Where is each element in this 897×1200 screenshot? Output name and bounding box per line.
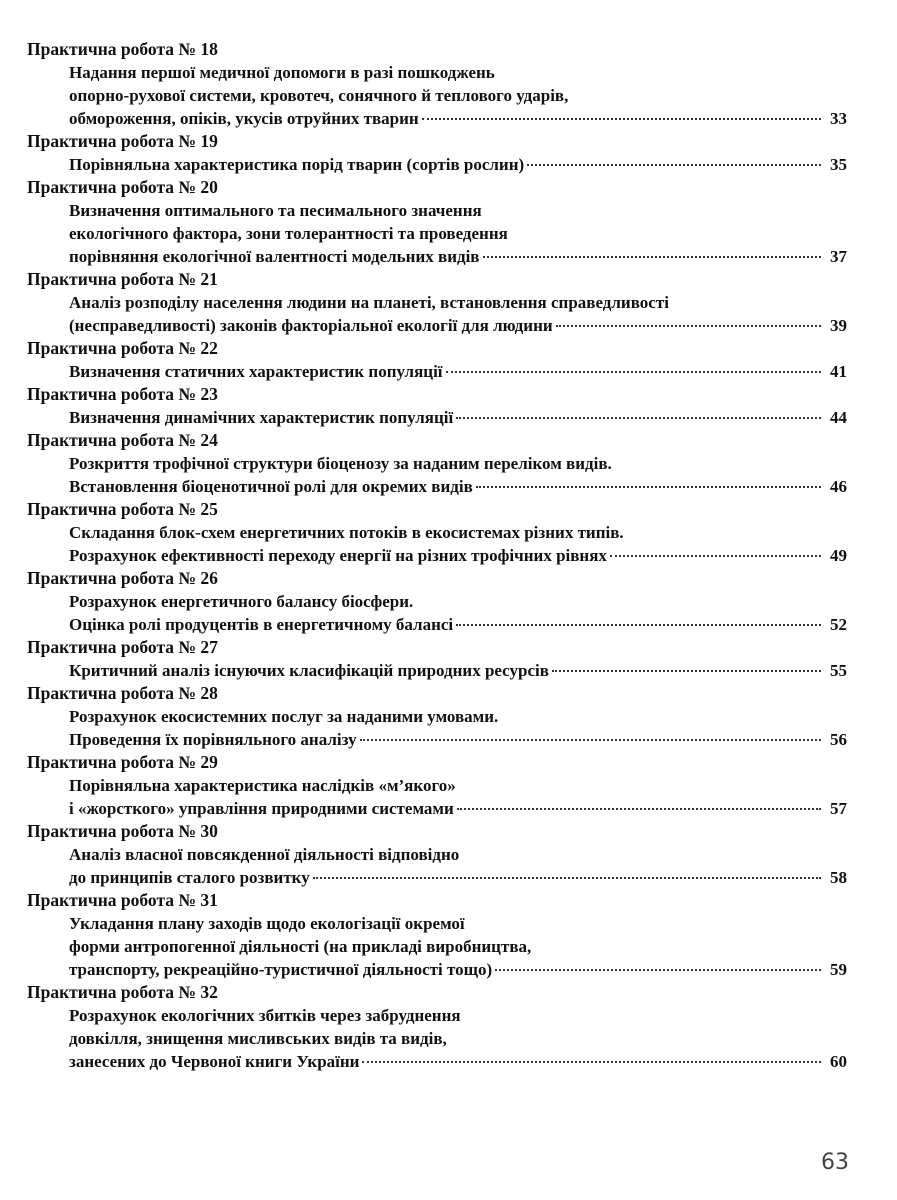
toc-entry [27,636,847,682]
dot-leader [610,554,821,557]
toc-entry-title-line: Надання першої медичної допомоги в разі пошкоджень [69,63,495,82]
toc-entry-last-line [69,544,847,567]
toc-entry-page: 33 [830,109,847,128]
toc-entry-page: 58 [830,868,847,887]
toc-entry-title-line: Критичний аналіз існуючих класифікацій природних ресурсів [69,661,549,680]
toc-entry [27,38,847,130]
toc-entry-heading: Практична робота № 25 [27,499,218,519]
toc-entry-heading: Практична робота № 26 [27,568,218,588]
toc-entry-last-line [69,797,847,820]
toc-entry [27,981,847,1073]
toc-entry-title-line: Оцінка ролі продуцентів в енергетичному балансі [69,615,454,634]
toc-entry [27,383,847,429]
toc-entry-heading: Практична робота № 31 [27,890,218,910]
toc-entry-title-line: Розрахунок ефективності переходу енергії на різних трофічних рівнях [69,546,607,565]
toc-entry-title-line: Встановлення біоценотичної ролі для окремих видів [69,477,473,496]
toc-entry-heading: Практична робота № 29 [27,752,218,772]
toc-entry-last-line [69,153,847,176]
toc-entry-title [27,406,847,429]
dot-leader [527,163,821,166]
toc-entry-last-line [69,245,847,268]
toc-entry [27,751,847,820]
toc-entry-page: 46 [830,477,847,496]
toc-entry-title [27,590,847,636]
dot-leader [457,807,821,810]
toc-entry-title [27,843,847,889]
toc-entry-heading: Практична робота № 19 [27,131,218,151]
dot-leader [552,669,821,672]
toc-entry-title [27,521,847,567]
toc-entry-title-line: Складання блок-схем енергетичних потоків в екосистемах різних типів. [69,523,624,542]
toc-entry-title [27,153,847,176]
toc-entry-last-line [69,107,847,130]
toc-entry-title [27,199,847,268]
toc-entry-title-line: Аналіз розподілу населення людини на планеті, встановлення справедливості [69,293,669,312]
dot-leader [362,1060,821,1063]
toc-entry-page: 41 [830,362,847,381]
toc-entry-title-line: Порівняльна характеристика порід тварин (сортів рослин) [69,155,525,174]
toc-entry-title-line: транспорту, рекреаційно-туристичної діяльності тощо) [69,960,493,979]
toc-entry-last-line [69,659,847,682]
toc-entry-title-line: Розрахунок екосистемних послуг за наданими умовами. [69,707,499,726]
toc-entry-title [27,360,847,383]
toc-entry [27,682,847,751]
toc-entry-title-line: Розкриття трофічної структури біоценозу за наданим переліком видів. [69,454,612,473]
toc-entry-page: 35 [830,155,847,174]
toc-entry-heading: Практична робота № 28 [27,683,218,703]
toc-entry-title [27,1004,847,1073]
toc-entry-last-line [69,475,847,498]
toc-entry-title-line: Розрахунок екологічних збитків через забруднення [69,1006,461,1025]
toc-entry-title-line: довкілля, знищення мисливських видів та видів, [69,1029,447,1048]
toc-entry-title-line: опорно-рухової системи, кровотеч, сонячного й теплового ударів, [69,86,569,105]
dot-leader [556,324,821,327]
toc-entry-title [27,774,847,820]
page-number: 63 [821,1150,849,1175]
dot-leader [360,738,821,741]
toc-entry-heading: Практична робота № 27 [27,637,218,657]
toc-entry-heading: Практична робота № 23 [27,384,218,404]
dot-leader [446,370,821,373]
dot-leader [422,117,821,120]
toc-entry-last-line [69,1050,847,1073]
toc-entry [27,337,847,383]
toc-entry-last-line [69,958,847,981]
toc-entry-page: 49 [830,546,847,565]
toc-entry-page: 56 [830,730,847,749]
toc-entry-title-line: екологічного фактора, зони толерантності та проведення [69,224,508,243]
toc-entry-title-line: Аналіз власної повсякденної діяльності відповідно [69,845,460,864]
toc-entry-title-line: форми антропогенної діяльності (на прикладі виробництва, [69,937,532,956]
toc-entry-page: 52 [830,615,847,634]
toc-entry-title-line: до принципів сталого розвитку [69,868,310,887]
dot-leader [456,623,821,626]
toc-entry-page: 59 [830,960,847,979]
dot-leader [495,968,821,971]
toc-entry-heading: Практична робота № 30 [27,821,218,841]
toc-entry-page: 39 [830,316,847,335]
dot-leader [476,485,821,488]
toc-entry [27,130,847,176]
toc-entry-title-line: порівняння екологічної валентності модельних видів [69,247,480,266]
toc-entry-title-line: (несправедливості) законів факторіальної екології для людини [69,316,553,335]
dot-leader [313,876,821,879]
toc-entry [27,498,847,567]
toc-entry-last-line [69,406,847,429]
toc-entry-heading: Практична робота № 21 [27,269,218,289]
toc-entry-title [27,291,847,337]
toc-entry-title [27,452,847,498]
toc-entry-last-line [69,728,847,751]
dot-leader [483,255,822,258]
toc-entry-page: 44 [830,408,847,427]
toc-entry-last-line [69,613,847,636]
toc-entry [27,567,847,636]
toc-entry [27,268,847,337]
toc-entry-heading: Практична робота № 20 [27,177,218,197]
toc-entry [27,889,847,981]
toc-entry [27,429,847,498]
toc-entry-heading: Практична робота № 32 [27,982,218,1002]
toc-entry [27,820,847,889]
toc-entry-title-line: Проведення їх порівняльного аналізу [69,730,357,749]
toc-entry-page: 60 [830,1052,847,1071]
toc-entry-title [27,705,847,751]
toc-entry-title-line: обмороження, опіків, укусів отруйних тварин [69,109,419,128]
dot-leader [456,416,821,419]
toc-entry-heading: Практична робота № 22 [27,338,218,358]
toc-entry-title-line: Визначення оптимального та песимального значення [69,201,482,220]
toc-entry-heading: Практична робота № 24 [27,430,218,450]
toc-entry-page: 37 [830,247,847,266]
toc-entry-last-line [69,360,847,383]
toc-entry-page: 55 [830,661,847,680]
toc-entry-title-line: Укладання плану заходів щодо екологізації окремої [69,914,465,933]
toc-entry-title-line: Порівняльна характеристика наслідків «м’якого» [69,776,456,795]
toc-entry-heading: Практична робота № 18 [27,39,218,59]
toc-entry-last-line [69,314,847,337]
toc-entry-last-line [69,866,847,889]
toc-entry-title [27,61,847,130]
table-of-contents [27,38,847,1073]
toc-entry-title-line: Визначення статичних характеристик популяції [69,362,443,381]
toc-entry [27,176,847,268]
toc-entry-page: 57 [830,799,847,818]
toc-entry-title [27,659,847,682]
toc-entry-title-line: і «жорсткого» управління природними системами [69,799,454,818]
toc-entry-title-line: Визначення динамічних характеристик популяції [69,408,454,427]
toc-entry-title [27,912,847,981]
toc-entry-title-line: занесених до Червоної книги України [69,1052,360,1071]
toc-entry-title-line: Розрахунок енергетичного балансу біосфери. [69,592,414,611]
